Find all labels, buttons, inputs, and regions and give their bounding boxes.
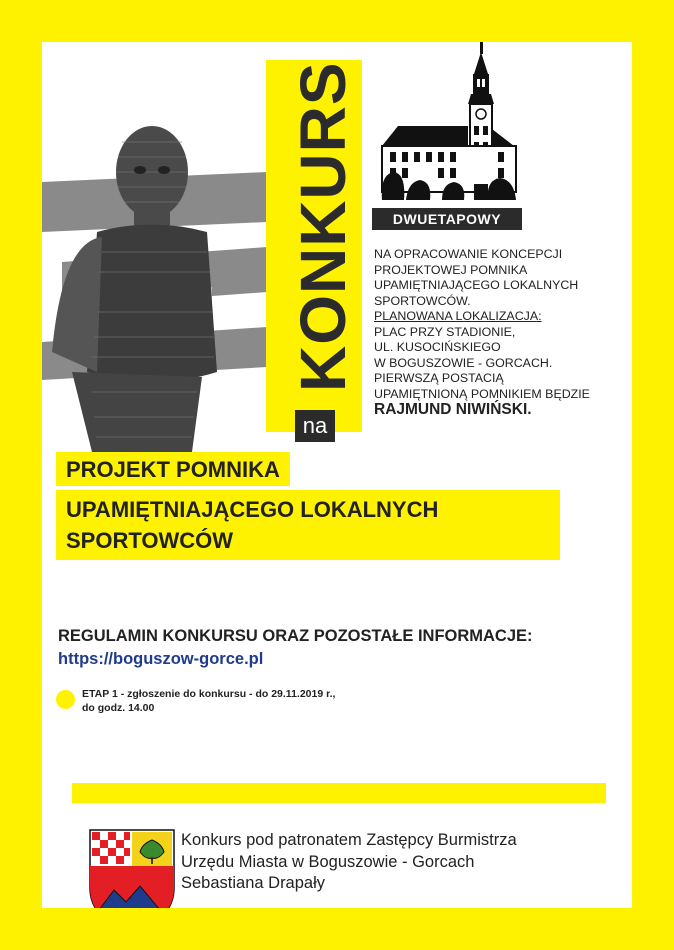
etap-info xyxy=(82,687,412,715)
coat-of-arms-icon xyxy=(88,828,176,908)
location-line: UL. KUSOCIŃSKIEGO xyxy=(374,340,501,354)
yellow-divider xyxy=(72,783,606,803)
website-link[interactable]: https://boguszow-gorce.pl xyxy=(58,650,264,668)
location-line: PIERWSZĄ POSTACIĄ xyxy=(374,371,504,385)
patronage-line-3: Sebastiana Drapały xyxy=(181,874,326,892)
headline-line-3: SPORTOWCÓW xyxy=(66,528,234,553)
headline-line-1: PROJEKT POMNIKA xyxy=(56,452,290,486)
athlete-artwork xyxy=(42,122,272,452)
description-line: SPORTOWCÓW. xyxy=(374,293,471,308)
na-label: na xyxy=(295,410,335,442)
headline-line-2: UPAMIĘTNIAJĄCEGO LOKALNYCH xyxy=(66,497,439,522)
location-label: PLANOWANA LOKALIZACJA: xyxy=(374,309,542,323)
location-line: UPAMIĘTNIONĄ POMNIKIEM BĘDZIE xyxy=(374,386,590,401)
patronage-line-1: Konkurs pod patronatem Zastępcy Burmistrza xyxy=(181,831,517,849)
honoree-name: RAJMUND NIWIŃSKI. xyxy=(374,401,532,418)
location-line: PLAC PRZY STADIONIE, xyxy=(374,324,516,339)
dwuetapowy-badge: DWUETAPOWY xyxy=(372,208,522,230)
regulamin-heading: REGULAMIN KONKURSU ORAZ POZOSTAŁE INFORMACJE: xyxy=(58,627,533,645)
headline-block xyxy=(56,490,560,560)
description xyxy=(374,247,632,418)
description-line: NA OPRACOWANIE KONCEPCJI xyxy=(374,247,563,261)
bullet-dot xyxy=(56,690,75,709)
description-line: PROJEKTOWEJ POMNIKA xyxy=(374,262,528,277)
location-line: W BOGUSZOWIE - GORCACH. xyxy=(374,355,553,370)
patronage-line-2: Urzędu Miasta w Boguszowie - Gorcach xyxy=(181,852,475,871)
etap-line-1: ETAP 1 - zgłoszenie do konkursu - do 29.11.2019 r., xyxy=(82,688,336,700)
konkurs-title: KONKURS xyxy=(287,61,359,392)
patronage-text xyxy=(181,830,517,895)
town-hall-icon xyxy=(376,42,526,200)
description-line: UPAMIĘTNIAJĄCEGO LOKALNYCH xyxy=(374,278,579,292)
etap-line-2: do godz. 14.00 xyxy=(82,702,155,714)
poster-content xyxy=(42,42,632,908)
